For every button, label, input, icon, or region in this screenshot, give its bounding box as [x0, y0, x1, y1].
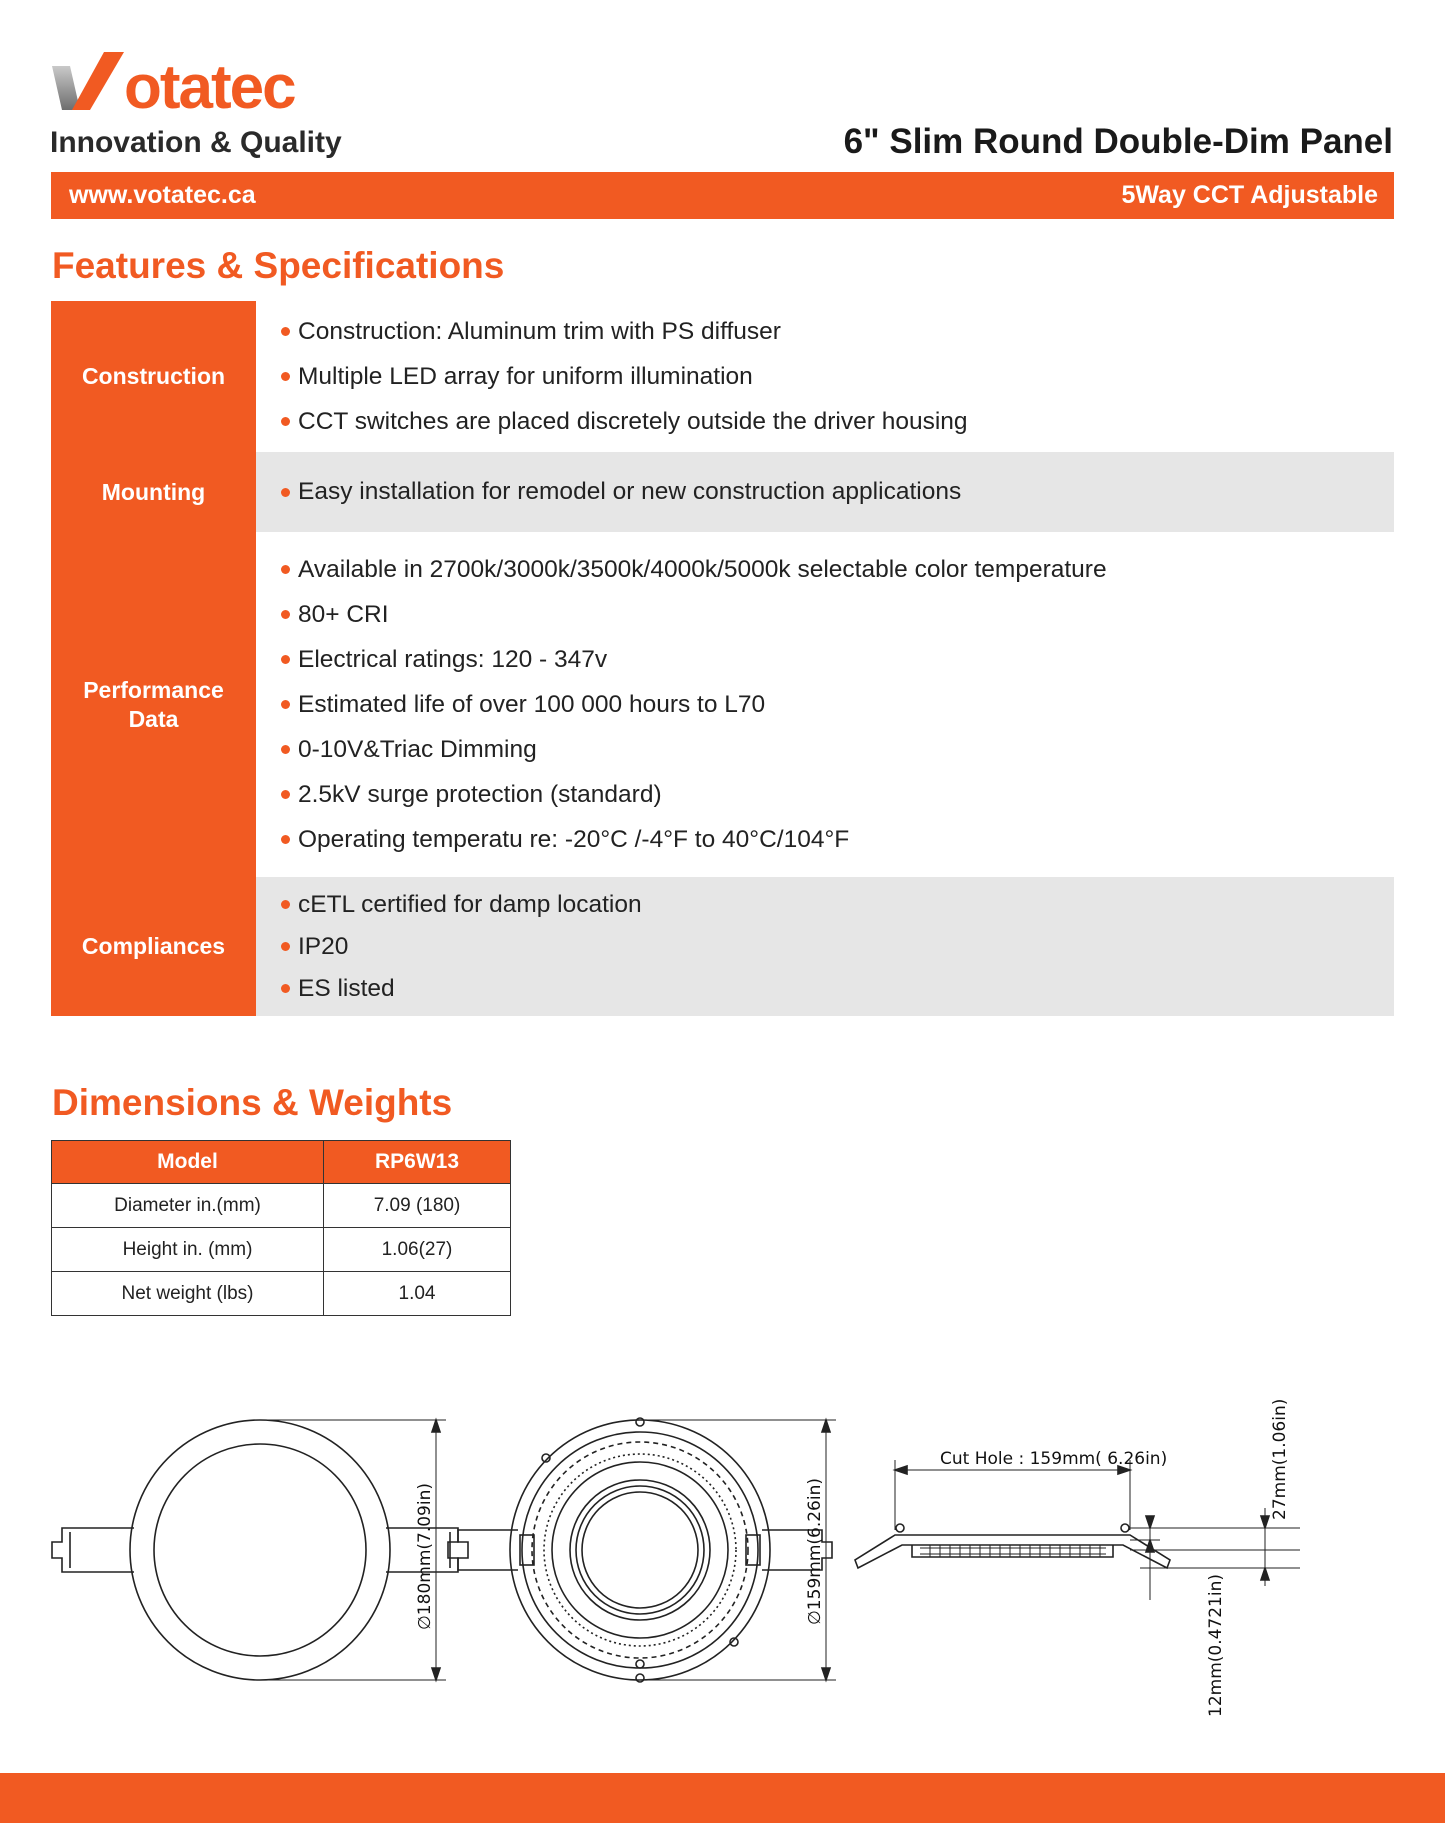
back-view-drawing [448, 1418, 836, 1682]
column-header: RP6W13 [324, 1141, 511, 1184]
cut-hole-label: Cut Hole : 159mm( 6.26in) [940, 1449, 1168, 1469]
spec-items [256, 532, 1394, 877]
spec-label: Mounting [51, 452, 256, 532]
spec-row-construction [51, 301, 1394, 452]
tagline: Innovation & Quality [50, 126, 342, 159]
list-item: Available in 2700k/3000k/3500k/4000k/5000k selectable color temperature [281, 556, 1394, 584]
column-header: Model [52, 1141, 324, 1184]
spec-row-mounting [51, 452, 1394, 532]
list-item: Estimated life of over 100 000 hours to L70 [281, 691, 1394, 719]
bullet-icon [281, 900, 290, 909]
header-bar [51, 172, 1394, 219]
bullet-icon [281, 565, 290, 574]
bullet-icon [281, 655, 290, 664]
bullet-icon [281, 327, 290, 336]
bullet-icon [281, 984, 290, 993]
front-view-drawing [52, 1420, 468, 1680]
table-header [52, 1141, 511, 1184]
specs-table [51, 301, 1394, 1016]
bullet-icon [281, 488, 290, 497]
side-view-drawing [855, 1460, 1300, 1600]
table-cell: Height in. (mm) [52, 1228, 324, 1272]
dimensions-table [51, 1140, 511, 1316]
list-item: Construction: Aluminum trim with PS diffuser [281, 318, 1394, 346]
bullet-icon [281, 835, 290, 844]
product-subtitle: 5Way CCT Adjustable [1121, 181, 1378, 209]
list-item: Electrical ratings: 120 - 347v [281, 646, 1394, 674]
trim-height-label: 12mm(0.4721in) [1206, 1574, 1226, 1717]
spec-label: Construction [51, 301, 256, 452]
table-row [52, 1228, 511, 1272]
svg-text:otatec: otatec [124, 53, 295, 118]
spec-items [256, 301, 1394, 452]
product-title: 6" Slim Round Double-Dim Panel [843, 122, 1393, 161]
bullet-icon [281, 610, 290, 619]
list-item: Multiple LED array for uniform illumination [281, 363, 1394, 391]
list-item: Easy installation for remodel or new construction applications [281, 478, 1394, 506]
list-item: 80+ CRI [281, 601, 1394, 629]
list-item: cETL certified for damp location [281, 891, 1394, 919]
table-cell: 1.06(27) [324, 1228, 511, 1272]
table-cell: 1.04 [324, 1272, 511, 1316]
table-row [52, 1184, 511, 1228]
technical-drawing [40, 1390, 1380, 1740]
height-label: 27mm(1.06in) [1270, 1398, 1290, 1520]
votatec-logo [50, 48, 370, 118]
spec-row-compliances [51, 877, 1394, 1016]
bullet-icon [281, 745, 290, 754]
list-item: IP20 [281, 933, 1394, 961]
table-cell: 7.09 (180) [324, 1184, 511, 1228]
spec-row-performance [51, 532, 1394, 877]
cut-diameter-label: ∅159mm(6.26in) [805, 1478, 825, 1625]
spec-items [256, 452, 1394, 532]
list-item: 0-10V&Triac Dimming [281, 736, 1394, 764]
bullet-icon [281, 700, 290, 709]
bullet-icon [281, 790, 290, 799]
dimensions-title: Dimensions & Weights [52, 1082, 453, 1123]
list-item: CCT switches are placed discretely outside the driver housing [281, 408, 1394, 436]
list-item: ES listed [281, 975, 1394, 1003]
bullet-icon [281, 942, 290, 951]
spec-items [256, 877, 1394, 1016]
list-item: Operating temperatu re: -20°C /-4°F to 40°C/104°F [281, 826, 1394, 854]
bullet-icon [281, 417, 290, 426]
bullet-icon [281, 372, 290, 381]
features-title: Features & Specifications [52, 245, 505, 286]
list-item: 2.5kV surge protection (standard) [281, 781, 1394, 809]
website-link[interactable]: www.votatec.ca [69, 181, 256, 209]
table-row [52, 1272, 511, 1316]
outer-diameter-label: ∅180mm(7.09in) [415, 1483, 435, 1630]
table-cell: Net weight (lbs) [52, 1272, 324, 1316]
footer-bar [0, 1773, 1445, 1823]
table-cell: Diameter in.(mm) [52, 1184, 324, 1228]
spec-label: Performance Data [51, 532, 256, 877]
spec-label: Compliances [51, 877, 256, 1016]
